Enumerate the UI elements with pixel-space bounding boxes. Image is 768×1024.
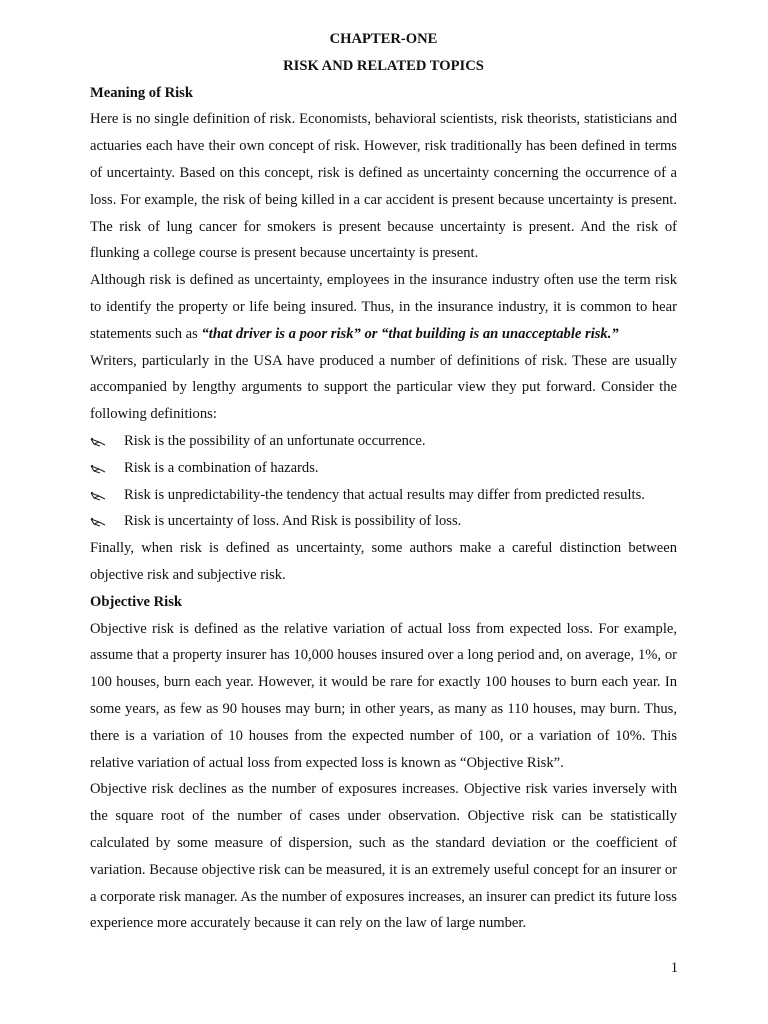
paragraph-objective-2: Objective risk declines as the number of exposures increases. Objective risk varies inversely with the square root of the number of cases under observation. Objective risk can be statistically calculated by some measure of dispersion, such as the standard deviation or the coefficient of variation. Because objective risk can be measured, it is an extremely useful concept for an insurer or a corporate risk manager. As the number of exposures increases, an insurer can predict its future loss experience more accurately because it can rely on the law of large number. xyxy=(90,781,677,932)
writing-hand-icon xyxy=(90,482,108,509)
paragraph-meaning-1: Here is no single definition of risk. Economists, behavioral scientists, risk theorists, statisticians and actuaries each have their own concept of risk. However, risk traditionally has been defined in terms of uncertainty. Based on this concept, risk is defined as uncertainty concerning the occurrence of a loss. For example, the risk of being killed in a car accident is present because uncertainty is present. The risk of lung cancer for smokers is present because uncertainty is present. And the risk of flunking a college course is present because uncertainty is present. xyxy=(90,111,677,262)
paragraph-meaning-4: Finally, when risk is defined as uncertainty, some authors make a careful distinction between objective risk and subjective risk. xyxy=(90,540,677,583)
list-item-text: Risk is unpredictability-the tendency that actual results may differ from predicted results. xyxy=(124,486,645,503)
chapter-subtitle: RISK AND RELATED TOPICS xyxy=(283,57,484,74)
emphasized-quote: “that driver is a poor risk” or “that building is an unacceptable risk.” xyxy=(201,325,619,342)
chapter-title: CHAPTER-ONE xyxy=(329,31,438,47)
list-item xyxy=(90,455,677,482)
list-item-text: Risk is uncertainty of loss. And Risk is possibility of loss. xyxy=(124,513,462,530)
definitions-list xyxy=(90,428,677,535)
list-item xyxy=(90,508,677,535)
paragraph-meaning-2-text: Although risk is defined as uncertainty, employees in the insurance industry often use the term risk to identify the property or life being insured. Thus, in the insurance industry, it is common to hear statements such as xyxy=(90,272,677,342)
writing-hand-icon xyxy=(90,428,108,455)
list-item-text: Risk is the possibility of an unfortunate occurrence. xyxy=(124,432,426,449)
section-heading-meaning: Meaning of Risk xyxy=(90,84,193,101)
list-item xyxy=(90,428,677,455)
section-heading-objective: Objective Risk xyxy=(90,593,183,610)
list-item-text: Risk is a combination of hazards. xyxy=(124,459,319,476)
document-page xyxy=(90,26,677,937)
paragraph-objective-1: Objective risk is defined as the relative variation of actual loss from expected loss. For example, assume that a property insurer has 10,000 houses insured over a long period and, on average, 1%, or 100 houses, burn each year. However, it would be rare for exactly 100 houses to burn each year. In some years, as few as 90 houses may burn; in other years, as many as 110 houses, may burn. Thus, there is a variation of 10 houses from the expected number of 100, or a variation of 10%. This relative variation of actual loss from expected loss is known as “Objective Risk”. xyxy=(90,620,677,771)
list-item xyxy=(90,482,677,509)
paragraph-meaning-3: Writers, particularly in the USA have produced a number of definitions of risk. These are usually accompanied by lengthy arguments to support the particular view they put forward. Consider the following definitions: xyxy=(90,352,677,423)
page-number: 1 xyxy=(670,960,678,976)
writing-hand-icon xyxy=(90,508,108,535)
paragraph-meaning-2 xyxy=(90,267,677,347)
writing-hand-icon xyxy=(90,455,108,482)
